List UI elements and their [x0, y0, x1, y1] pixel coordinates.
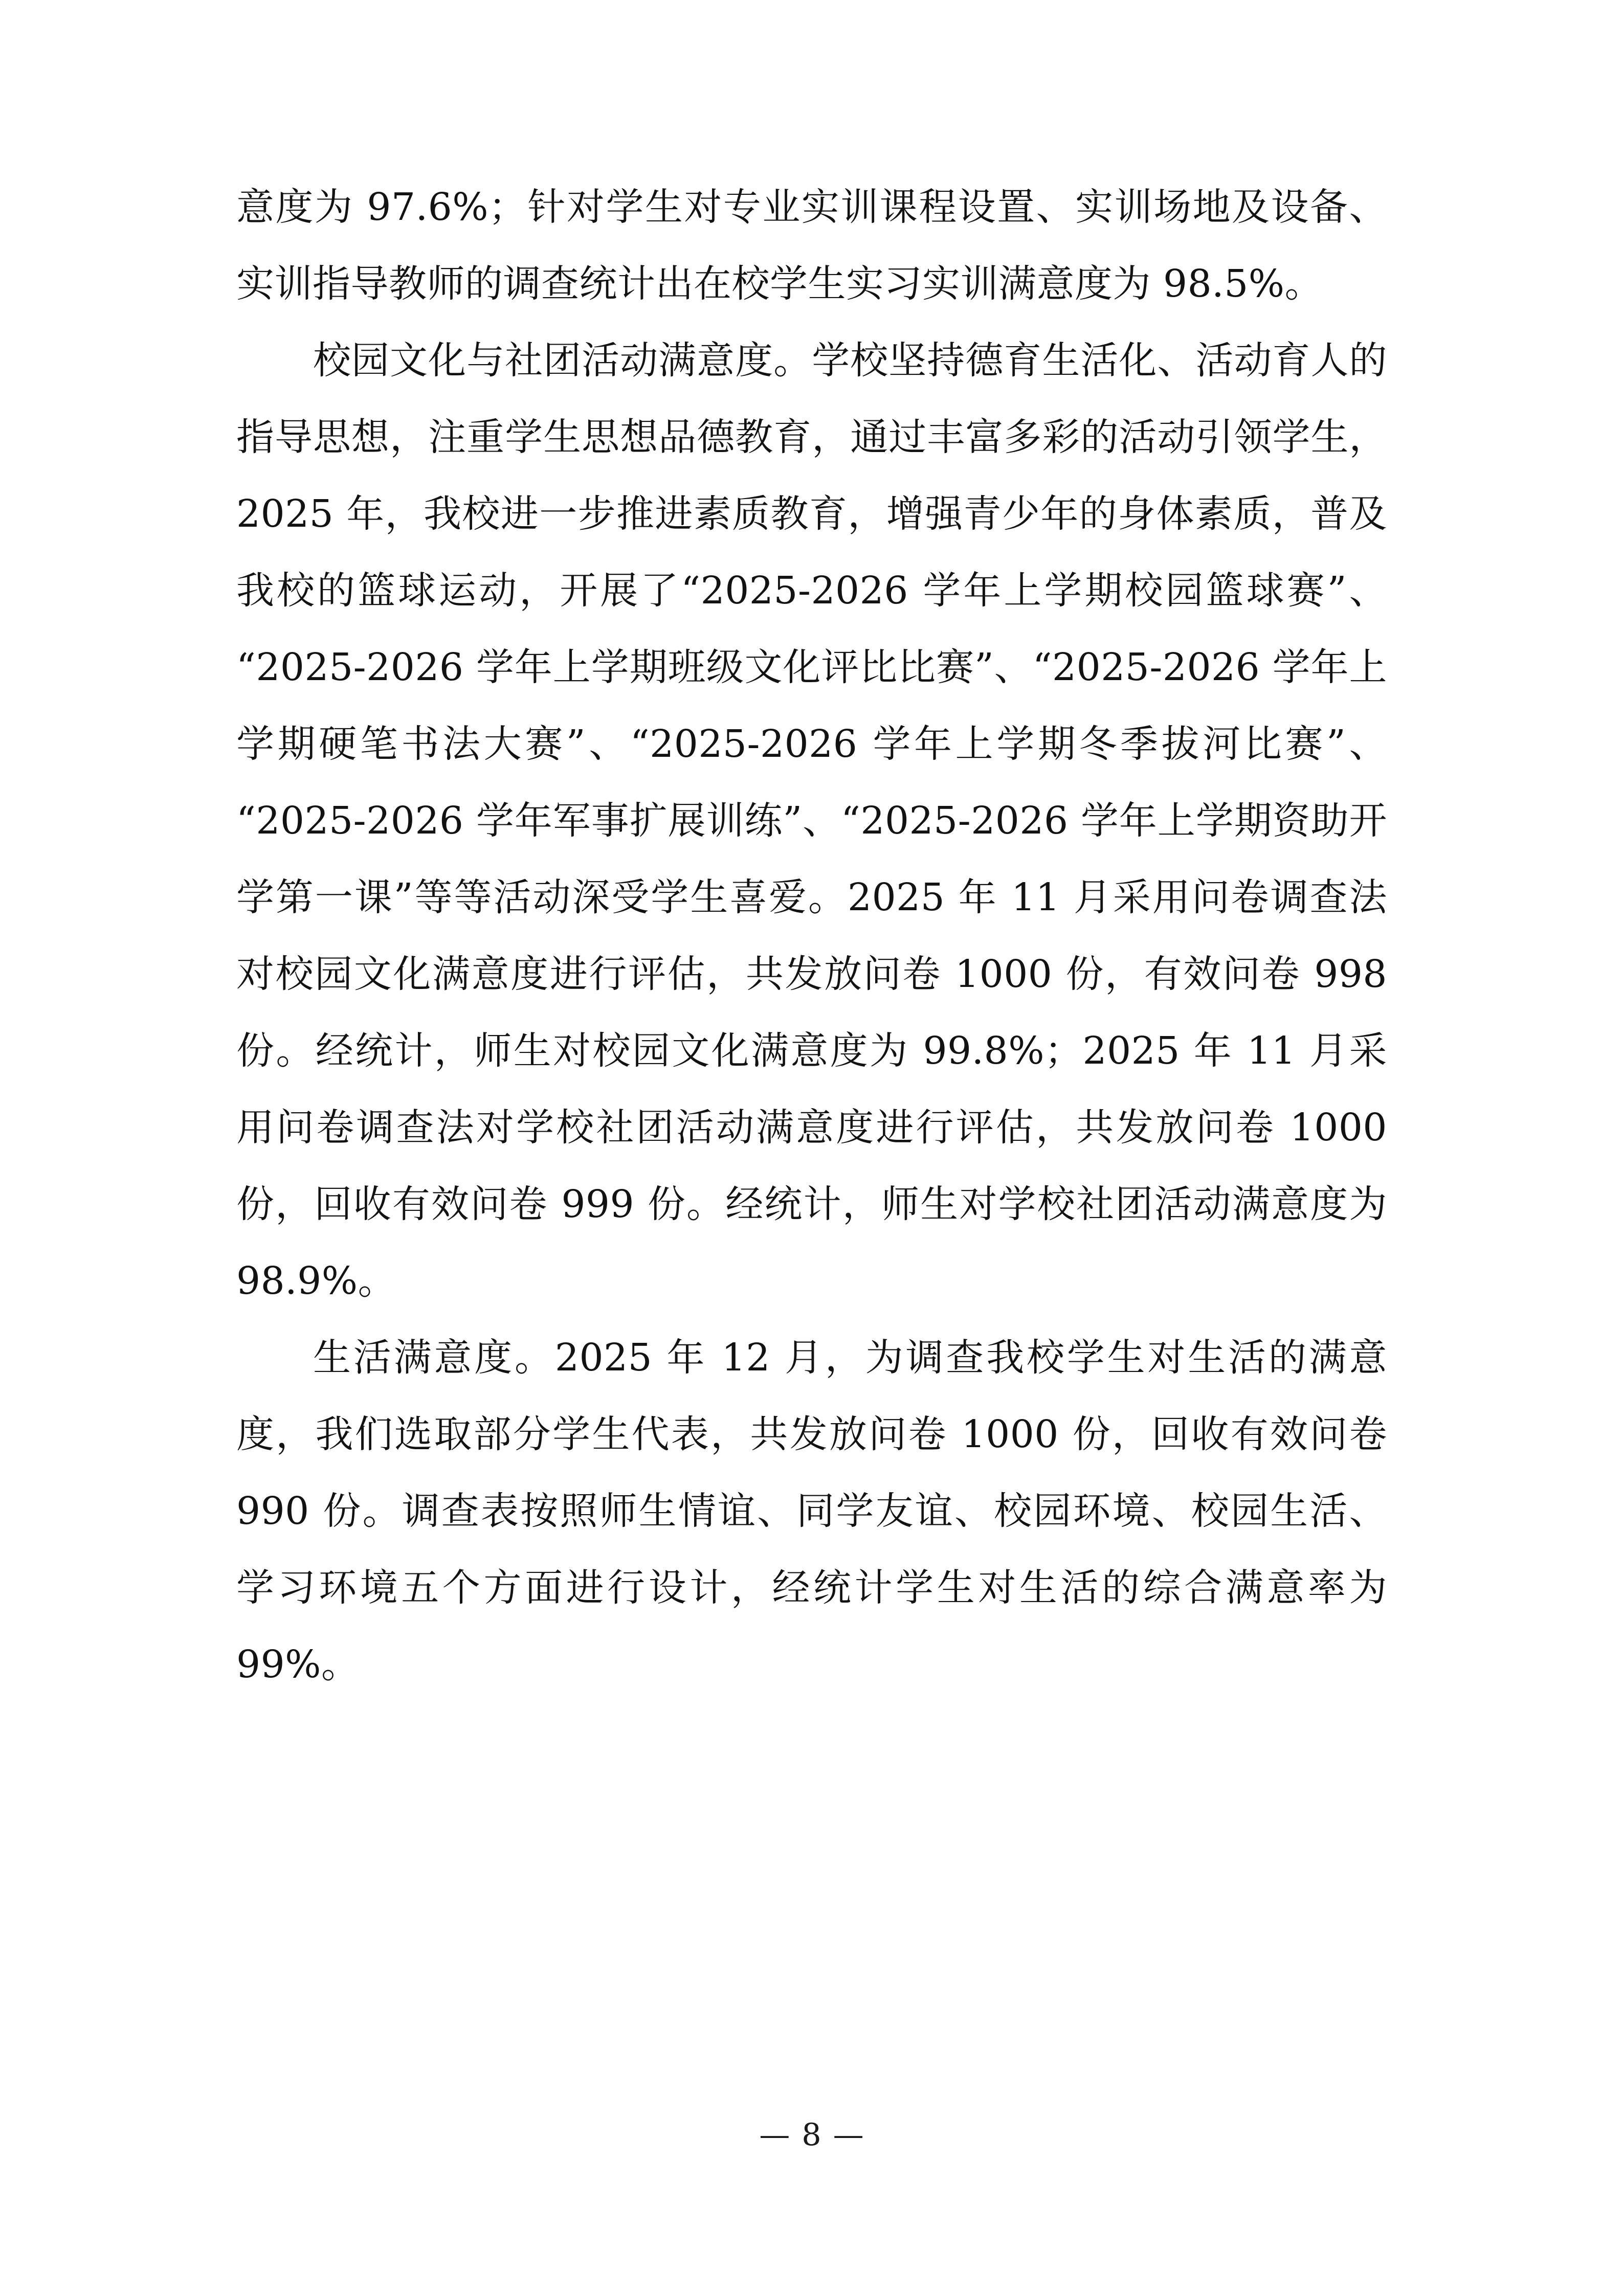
paragraph-life-satisfaction: 生活满意度。2025 年 12 月，为调查我校学生对生活的满意度，我们选取部分学生代表，共发放问卷 1000 份，回收有效问卷 990 份。调查表按照师生情谊、同学友谊、校园环境、校园生活、学习环境五个方面进行设计，经统计学生对生活的综合满意率为 99%。: [236, 1336, 1387, 1686]
paragraph-satisfaction-continued: 意度为 97.6%；针对学生对专业实训课程设置、实训场地及设备、实训指导教师的调查统计出在校学生实习实训满意度为 98.5%。: [236, 185, 1387, 306]
paragraph-campus-culture: 校园文化与社团活动满意度。学校坚持德育生活化、活动育人的指导思想，注重学生思想品德教育，通过丰富多彩的活动引领学生，2025 年，我校进一步推进素质教育，增强青少年的身体素质，普及我校的篮球运动，开展了“2025-2026 学年上学期校园篮球赛”、“2025-2026 学年上学期班级文化评比比赛”、“2025-2026 学年上学期硬笔书法大赛”、“2025-2026 学年上学期冬季拔河比赛”、“2025-2026 学年军事扩展训练”、“2025-2026 学年上学期资助开学第一课”等等活动深受学生喜爱。2025 年 11 月采用问卷调查法对校园文化满意度进行评估，共发放问卷 1000 份，有效问卷 998 份。经统计，师生对校园文化满意度为 99.8%；2025 年 11 月采用问卷调查法对学校社团活动满意度进行评估，共发放问卷 1000 份，回收有效问卷 999 份。经统计，师生对学校社团活动满意度为 98.9%。: [236, 339, 1387, 1303]
page-number: — 8 —: [759, 2117, 865, 2153]
page-body: [236, 169, 1387, 1703]
